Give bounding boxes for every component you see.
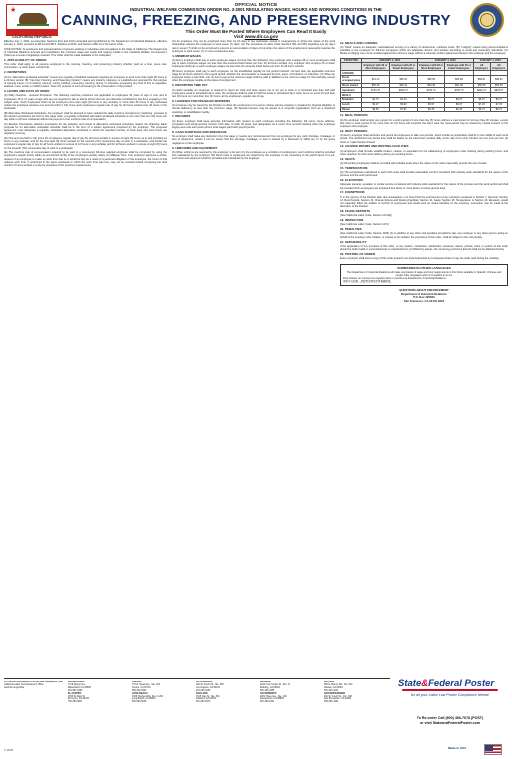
table-subheader-cell: Employer with 25 or Fewer Employees xyxy=(389,63,417,71)
publisher-tagline: for all your Labor Law Poster Compliance Needs! xyxy=(410,693,490,697)
summary-title: SUMMARIES IN OTHER LANGUAGES xyxy=(397,266,451,271)
section-heading: 19. INSPECTION xyxy=(340,218,364,223)
row-label: Apartment xyxy=(341,88,362,93)
table-subheader-cell: All Employers xyxy=(490,63,507,71)
usa-flag-icon xyxy=(484,744,502,755)
section-heading: 13. CHANGE ROOMS AND RESTING FACILITIES xyxy=(340,144,409,149)
office-block: LOS ANGELES 320 W. Fourth St., Ste. 450 Los Angeles, CA 90013 213-620-6330 OAKLAND 1515 Clay St., Ste. 801 Oakland, CA 94612 510-622-3273 xyxy=(196,681,224,704)
department-address-box xyxy=(340,289,508,303)
section-text: (A) All working employees shall be provided with suitable seats when the nature of the work reasonably permits the use of seats. xyxy=(340,161,488,165)
section-heading: 21. SEPARABILITY xyxy=(340,239,367,244)
section-text: (B) Every employer shall pay to each employee, on the established payday for the period involved, not less than the applicable minimum wage for all hours worked in the payroll period, whether the remuneration is measured by time, piece, commission, or otherwise. (C) When an employee works a split shift, one (1) hour's pay at the minimum wage shall be paid in addition to the minimum wage for that workday, except when the employee resides at the place of employment. xyxy=(172,69,335,83)
section-text: (See California Labor Code, Section 1199) (A) In addition to any other civil penalties provided by law, any employer or any other person acting on behalf of the employer who violates, or causes to be violated, the provisions of this order, shall be subject to the civil penalty. xyxy=(340,232,508,239)
text-column-2 xyxy=(172,40,335,674)
posting-instruction xyxy=(0,29,512,39)
section-heading: 12. REST PERIODS xyxy=(340,128,368,133)
section-text: This order shall apply to all persons employed in the canning, freezing, and preserving industry whether paid on a time, piece rate, commission, or other basis, except that: xyxy=(4,63,167,70)
section-heading: 22. POSTING OF ORDER xyxy=(340,251,376,256)
section-text: (A) Each workday an employee is required to report for work and does report, but is not put to work or is furnished less than half said employee's usual or scheduled day's work, the employee shall be paid for half the usual or scheduled day's work, but in no event for less than two (2) hours nor more than four (4) hours, at the employee's regular rate of pay. xyxy=(172,88,335,99)
table-row: Lunch $6.47 $5.82 $6.97 $6.97 $7.25 $7.25 xyxy=(341,102,508,107)
row-label: Lunch xyxy=(341,102,362,107)
office-link[interactable]: www.dir.ca.gov/dlse xyxy=(4,686,25,689)
row-label: Room occupied alone xyxy=(342,76,361,83)
office-block: FRESNO 770 E. Shaw Ave., Ste. 222 Fresno, CA 93710 559-244-5340 LONG BEACH 1500 Hughes Way, Ste. C-202 Long Beach, CA 90810 562-590-5048 xyxy=(132,681,163,704)
table-row: Apartment $733.75 $660.27 $790.73 $790.73 $822.07 $822.07 xyxy=(341,88,508,93)
table-subheader-cell: All Employers xyxy=(473,63,490,71)
table-header-cell: JANUARY 1, 2024 xyxy=(473,58,507,63)
table-row: Dinner $8.68 $7.81 $9.35 $9.35 $9.72 $9.72 xyxy=(341,107,508,112)
section-text: (See California Labor Code, Section 1174(a)) xyxy=(340,214,392,218)
section-heading: 11. MEAL PERIODS xyxy=(340,113,368,118)
language-summary-box xyxy=(340,264,508,286)
summary-text: The Department of Industrial Relations will make summaries of wage and hour requirements in this Order available in Spanish, Chinese and certain other languages when it is feasible to do so. xyxy=(346,271,502,278)
posting-instruction-text: This Order Must Be Posted Where Employees Can Read It Easily xyxy=(185,29,327,34)
section-text: (A) An "alternative workweek schedule" means any regularly scheduled workweek requiring an employee to work more than eight (8) hours in a 24-hour period. (B) "Canning, Freezing, and Preserving Industry" means any industry, business, or establishment operated for the purpose of canning soups, or of cooking, canning, curing, pickling, preserving, freezing, drying, or otherwise processing any kind of fruit or vegetable, seafood, meat, poultry or rabbit product, when the purpose of such processing is the preservation of the product. xyxy=(4,75,167,89)
row-label: Room shared xyxy=(341,83,362,88)
intro-paragraph: Effective July 1, 2002, as amended. Sections 4(A) and 10(C) amended and republished by the Department of Industrial Relations, effective January 1, 2023, pursuant to AB 10 and SB 3, Statutes of 2016, and Section 1182.13 of the Labor Code. xyxy=(4,40,167,47)
order-body xyxy=(4,40,508,674)
star-icon: ★ xyxy=(10,7,17,14)
section-heading: 9. UNIFORMS AND EQUIPMENT xyxy=(172,145,218,150)
section-heading: 3. HOURS AND DAYS OF WORK xyxy=(4,89,50,94)
copyright-text: © 2023 xyxy=(4,748,14,752)
chinese-summary-line: 索取中文摘要，請致電或寫信至勞資關係部。 xyxy=(343,280,394,284)
website-link[interactable]: www.dir.ca.gov xyxy=(244,34,279,39)
table-row: Breakfast $4.70 $4.23 $5.07 $5.07 $5.27 $5.27 xyxy=(341,98,508,103)
section-heading: 7. RECORDS xyxy=(172,114,191,119)
section-heading: 20. PENALTIES xyxy=(340,227,362,232)
reorder-info xyxy=(392,716,508,725)
office-block: REDDING 2115 Civic Center Dr., Rm. 17 Redding, CA 96001 530-225-2655 SACRAMENTO 2031 Howe Ave., Ste. 100 Sacramento, CA 95825 916-263-1811 xyxy=(260,681,291,704)
address-line: San Francisco, CA 94142-0603 xyxy=(403,298,445,303)
section-heading: 8. CASH SHORTAGE AND BREAKAGE xyxy=(172,129,227,134)
section-text: (A) Every employer shall authorize and permit all employees to take rest periods, which insofar as practicable shall be in the middle of each work period. The authorized rest period time shall be based on the total hours worked daily at the rate of ten (10) minutes net rest time per four (4) hours or major fraction thereof. xyxy=(340,134,508,144)
office-block: BAKERSFIELD 7718 Meany Ave. Bakersfield, CA 93308 661-587-3060 EL CENTRO 1550 W. Main St. El Centro, CA 92243 760-353-0607 xyxy=(68,681,91,704)
address-line: P.O. Box 420603 xyxy=(413,295,435,300)
section-heading: 1. APPLICABILITY OF ORDER xyxy=(4,58,47,63)
section-heading: 18. FILING REPORTS xyxy=(340,209,371,214)
table-subheader-cell: Employer with 26 or More Employees xyxy=(419,63,444,70)
office-title: BAKERSFIELD xyxy=(68,681,85,683)
poster-title: CANNING, FREEZING, AND PRESERVING INDUSTRY xyxy=(61,12,451,29)
row-label: MEALS xyxy=(341,93,362,98)
section-heading: 5. REPORTING TIME PAY xyxy=(172,83,208,88)
row-label: Dinner xyxy=(341,107,362,112)
swoosh-icon xyxy=(402,689,498,691)
section-heading: 6. LICENSES FOR DISABLED WORKERS xyxy=(172,98,231,103)
section-text: (A) Every employer shall keep accurate information with respect to each employee including the following: full name, home address, occupation and social security number; birth date, if under 18 years, and designation as a minor; time records showing when the employee begins and ends each work period; total wages paid each payroll period. xyxy=(172,119,335,130)
table-subheader-cell xyxy=(341,63,362,71)
section-text: (A) The temperature maintained in each work area shall provide reasonable comfort consistent with industry-wide standards for the nature of the process and the work performed. xyxy=(340,171,508,178)
section-text: (A) "Meal" means an adequate, well-balanced serving of a variety of wholesome, nutritious foods. (B) "Lodging" means living accommodations available to the employee for full-time occupancy which are adequate, decent, and sanitary according to usual and customary standards. (C) Meals or lodging may not be credited against the minimum wage without a voluntary written agreement between the employer and the employee. xyxy=(340,45,508,56)
section-text: (A) A license may be issued by the Division to allow the employment of a person whose earning capacity is impaired by physical disability or mental deficiency at less than the minimum wage. (B) Special licenses may be issued to a nonprofit organization such as a sheltered workshop or rehabilitation facility. xyxy=(172,104,335,114)
section-text: Adequate elevator, escalator or similar service consistent with industry-wide standards for the nature of the process and the work performed shall be provided when employees are employed four floors or more above or below ground level. xyxy=(340,183,508,190)
table-header-cell: EFFECTIVE xyxy=(341,58,362,63)
office-title: LOS ANGELES xyxy=(196,681,213,683)
section-heading: 14. SEATS xyxy=(340,156,355,161)
row-label: Breakfast xyxy=(341,98,362,103)
section-heading: 16. ELEVATORS xyxy=(340,178,363,183)
office-title: FRESNO xyxy=(132,681,142,683)
section-text: (A) Employers shall provide suitable lockers, closets, or equivalent for the safekeeping of employees' outer clothing during working hours, and when required, for their work clothing during non-working hours. xyxy=(340,149,508,156)
row-label: LODGING xyxy=(341,71,362,76)
section-text: (A) Every employer shall pay to each employee wages not less than the following: Any employer who employs 26 or more employees shall pay to each employee wages not less than the amounts listed below per hour for all hours worked. Any employer who employs 25 or fewer employees shall pay to each employee wages not less than the amounts listed below per hour for all hours worked. xyxy=(172,58,335,69)
reorder-phone[interactable]: To Re-order Call (800) 466-7678 (POST) xyxy=(416,716,484,720)
table-header-cell: JANUARY 1, 2022 xyxy=(362,58,418,63)
section-text: (C) Election Procedures. Election procedures for the adoption and repeal of alternative workweek schedules require the following: Each proposal for an alternative workweek schedule shall be in the form of a written agreement proposed by the employer. The proposed agreement must designate a regularly scheduled alternative workweek in which the specified number of work days and work hours are regularly recurring. xyxy=(4,122,167,136)
table-row: Room shared $50.46 $45.42 $54.38 $54.38 $56.55 $56.55 xyxy=(341,83,508,88)
labor-commissioner-offices xyxy=(4,678,390,738)
section-heading: 17. EXEMPTIONS xyxy=(340,190,365,195)
visit-label: Visit xyxy=(233,34,245,39)
section-text: (G) An employee may not be employed more than six (6) days in any workweek, except in emergencies or where the nature of the work reasonably requires the employee to work seven (7) days. (H) The provisions of Labor Code Sections 551 and 552 regarding one (1) day's rest in seven (7) shall not be construed to prevent an accumulation of days of rest when the nature of the employment reasonably requires the employee to work seven (7) or more consecutive days. xyxy=(172,40,335,53)
text-column-3 xyxy=(340,40,508,674)
take-notice-paragraph: TAKE NOTICE: To employers and representatives of persons working in industries and occupations in the State of California: The Department of Industrial Relations amends and republishes the minimum wage and meals and lodging credits in the Industrial Welfare Commission's Orders as a result of legislation enacted. This Order shall be made available in the workplace. xyxy=(4,47,167,58)
made-in-usa-label: Made in USA xyxy=(448,746,467,750)
official-notice-label: OFFICIAL NOTICE xyxy=(234,2,278,7)
office-block: SALINAS 950 E. Blanco Rd., Ste. 204 Salinas, CA 93901 831-443-3041 SAN BERNARDINO 464 W. Fourth St., Rm. 348 San Bernardino, CA 92401 909-383-4334 xyxy=(324,681,353,704)
address-heading: QUESTIONS ABOUT ENFORCEMENT xyxy=(399,288,449,293)
section-text: If, in the opinion of the Division after due investigation, it is found that the enforcement of any provision contained in Section 7, Records; Section 12, Rest Periods; Section 13, Change Rooms and Resting Facilities; Section 14, Seats; Section 15, Temperature; or Section 16, Elevators, would not materially affect the welfare or comfort of employees and would work an undue hardship on the employer, exemption may be made at the discretion of the Division. xyxy=(340,195,508,209)
table-header-cell: JANUARY 1, 2023 xyxy=(417,58,473,63)
section-heading: 10. MEALS AND LODGING xyxy=(340,40,378,45)
office-title: For further information or to file your complaints, visit xyxy=(4,681,63,683)
table-subheader-cell: Employer with 26 or More Employees xyxy=(363,63,388,70)
text-column-1 xyxy=(4,40,167,674)
department-name: Department of Industrial Relations xyxy=(401,291,447,296)
publisher-ad xyxy=(392,676,508,742)
meals-lodging-table xyxy=(340,58,508,113)
section-text: If the application of any provision of this order, or any section, subsection, subdivision, sentence, clause, phrase, word, or portion of this order should be held invalid or unconstitutional or unauthorized or prohibited by statute, the remaining provisions thereof shall not be affected thereby. xyxy=(340,244,508,252)
reorder-website[interactable]: or visit StateandFederalPoster.com xyxy=(419,720,481,725)
section-heading: 4. MINIMUM WAGES xyxy=(172,53,201,58)
poster-header xyxy=(0,0,512,38)
office-block: For further information or to file your complaints, visit California Labor Commissioner's Office www.dir.ca.gov/dlse xyxy=(4,681,63,689)
table-row: Room occupied alone $61.13 $55.04 $65.89 $65.89 $68.51 $68.51 xyxy=(341,75,508,83)
section-text: Every employer shall keep a copy of this order posted in an area frequented by employees where it may be easily read during the workday. xyxy=(340,257,500,261)
section-text: (B) Alternative Workweek Schedules. No employer shall be deemed to have violated the daily overtime provisions by instituting, pursuant to the election procedures set forth in this wage order, a regularly scheduled alternative workweek schedule of not more than ten (10) hours per day within a 40-hour workweek without the payment of an overtime rate of compensation. xyxy=(4,111,167,122)
flag-caption: CALIFORNIA REPUBLIC xyxy=(11,35,53,39)
section-heading: 15. TEMPERATURE xyxy=(340,165,368,170)
order-subheading: INDUSTRIAL WELFARE COMMISSION ORDER NO. 3-2001 REGULATING WAGES, HOURS AND WORKING CONDITIONS IN THE xyxy=(130,7,382,12)
table-subheader-row xyxy=(341,63,508,71)
section-text: No employer shall make any deduction from the wage or require any reimbursement from an employee for any cash shortage, breakage, or loss of equipment, unless it can be shown that the shortage, breakage, or loss is caused by a dishonest or willful act, or by the gross negligence of the employee. xyxy=(172,135,335,145)
publisher-logo[interactable]: State&Federal Poster xyxy=(398,678,495,689)
office-title: SALINAS xyxy=(324,681,335,683)
section-text: (A) When uniforms are required by the employer to be worn by the employee as a condition of employment, such uniforms shall be provided and maintained by the employer. (B) When tools or equipment are required by the employer or are necessary to the performance of a job, such tools and equipment shall be provided and maintained by the employer. xyxy=(172,150,335,161)
section-text: (E) The overtime rate of compensation required to be paid to a nonexempt full-time salaried employee shall be computed by using the employee's regular hourly salary as one-fortieth (1/40) of the employee's weekly salary. (F) Makeup Time. If an employer approves a written request of an employee to make up work time that is or would be lost as a result of a personal obligation of the employee, the hours of that makeup work time, if performed in the same workweek in which the work time was lost, may not be counted toward computing the total number of hours worked in a day for purposes of the overtime requirements. xyxy=(4,151,167,168)
section-text: (D) One and one-half (1 1/2) times the employee's regular rate of pay for all hours worked in excess of eight (8) hours up to and including 12 hours in any workday, and for the first eight (8) hours worked on the seventh (7th) consecutive day of work in a workweek; and double the employee's regular rate of pay for all hours worked in excess of 12 hours in any workday and for all hours worked in excess of eight (8) hours on the seventh (7th) consecutive day of work in a workweek. xyxy=(4,136,167,150)
office-title: REDDING xyxy=(260,681,271,683)
section-text: (A) Daily Overtime - General Provisions. The following overtime provisions are applicable to employees 18 years of age or over and to employees 16 or 17 years of age who are not required by law to attend school and are not otherwise prohibited by law from engaging in the subject work. Such employees shall not be employed more than eight (8) hours in any workday or more than 40 hours in any workweek unless the employee receives one and one-half (1 1/2) times such employee's regular rate of pay for all hours worked over 40 hours in the workweek. xyxy=(4,94,167,111)
section-text: (See California Labor Code, Section 1174) xyxy=(340,223,389,227)
spanish-summary-line: Para obtener un resumen en español, llame o escriba a la Department of Industrial Relations. xyxy=(343,277,447,281)
section-heading: 2. DEFINITIONS xyxy=(4,70,27,75)
table-subheader-cell: Employer with 25 or Fewer Employees xyxy=(445,63,473,71)
section-text: (A) No employer shall employ any person for a work period of more than five (5) hours without a meal period of not less than 30 minutes, except that when a work period of not more than six (6) hours will complete the day's work the meal period may be waived by mutual consent of the employer and employee. xyxy=(340,118,508,129)
state-seal-icon xyxy=(470,3,504,37)
